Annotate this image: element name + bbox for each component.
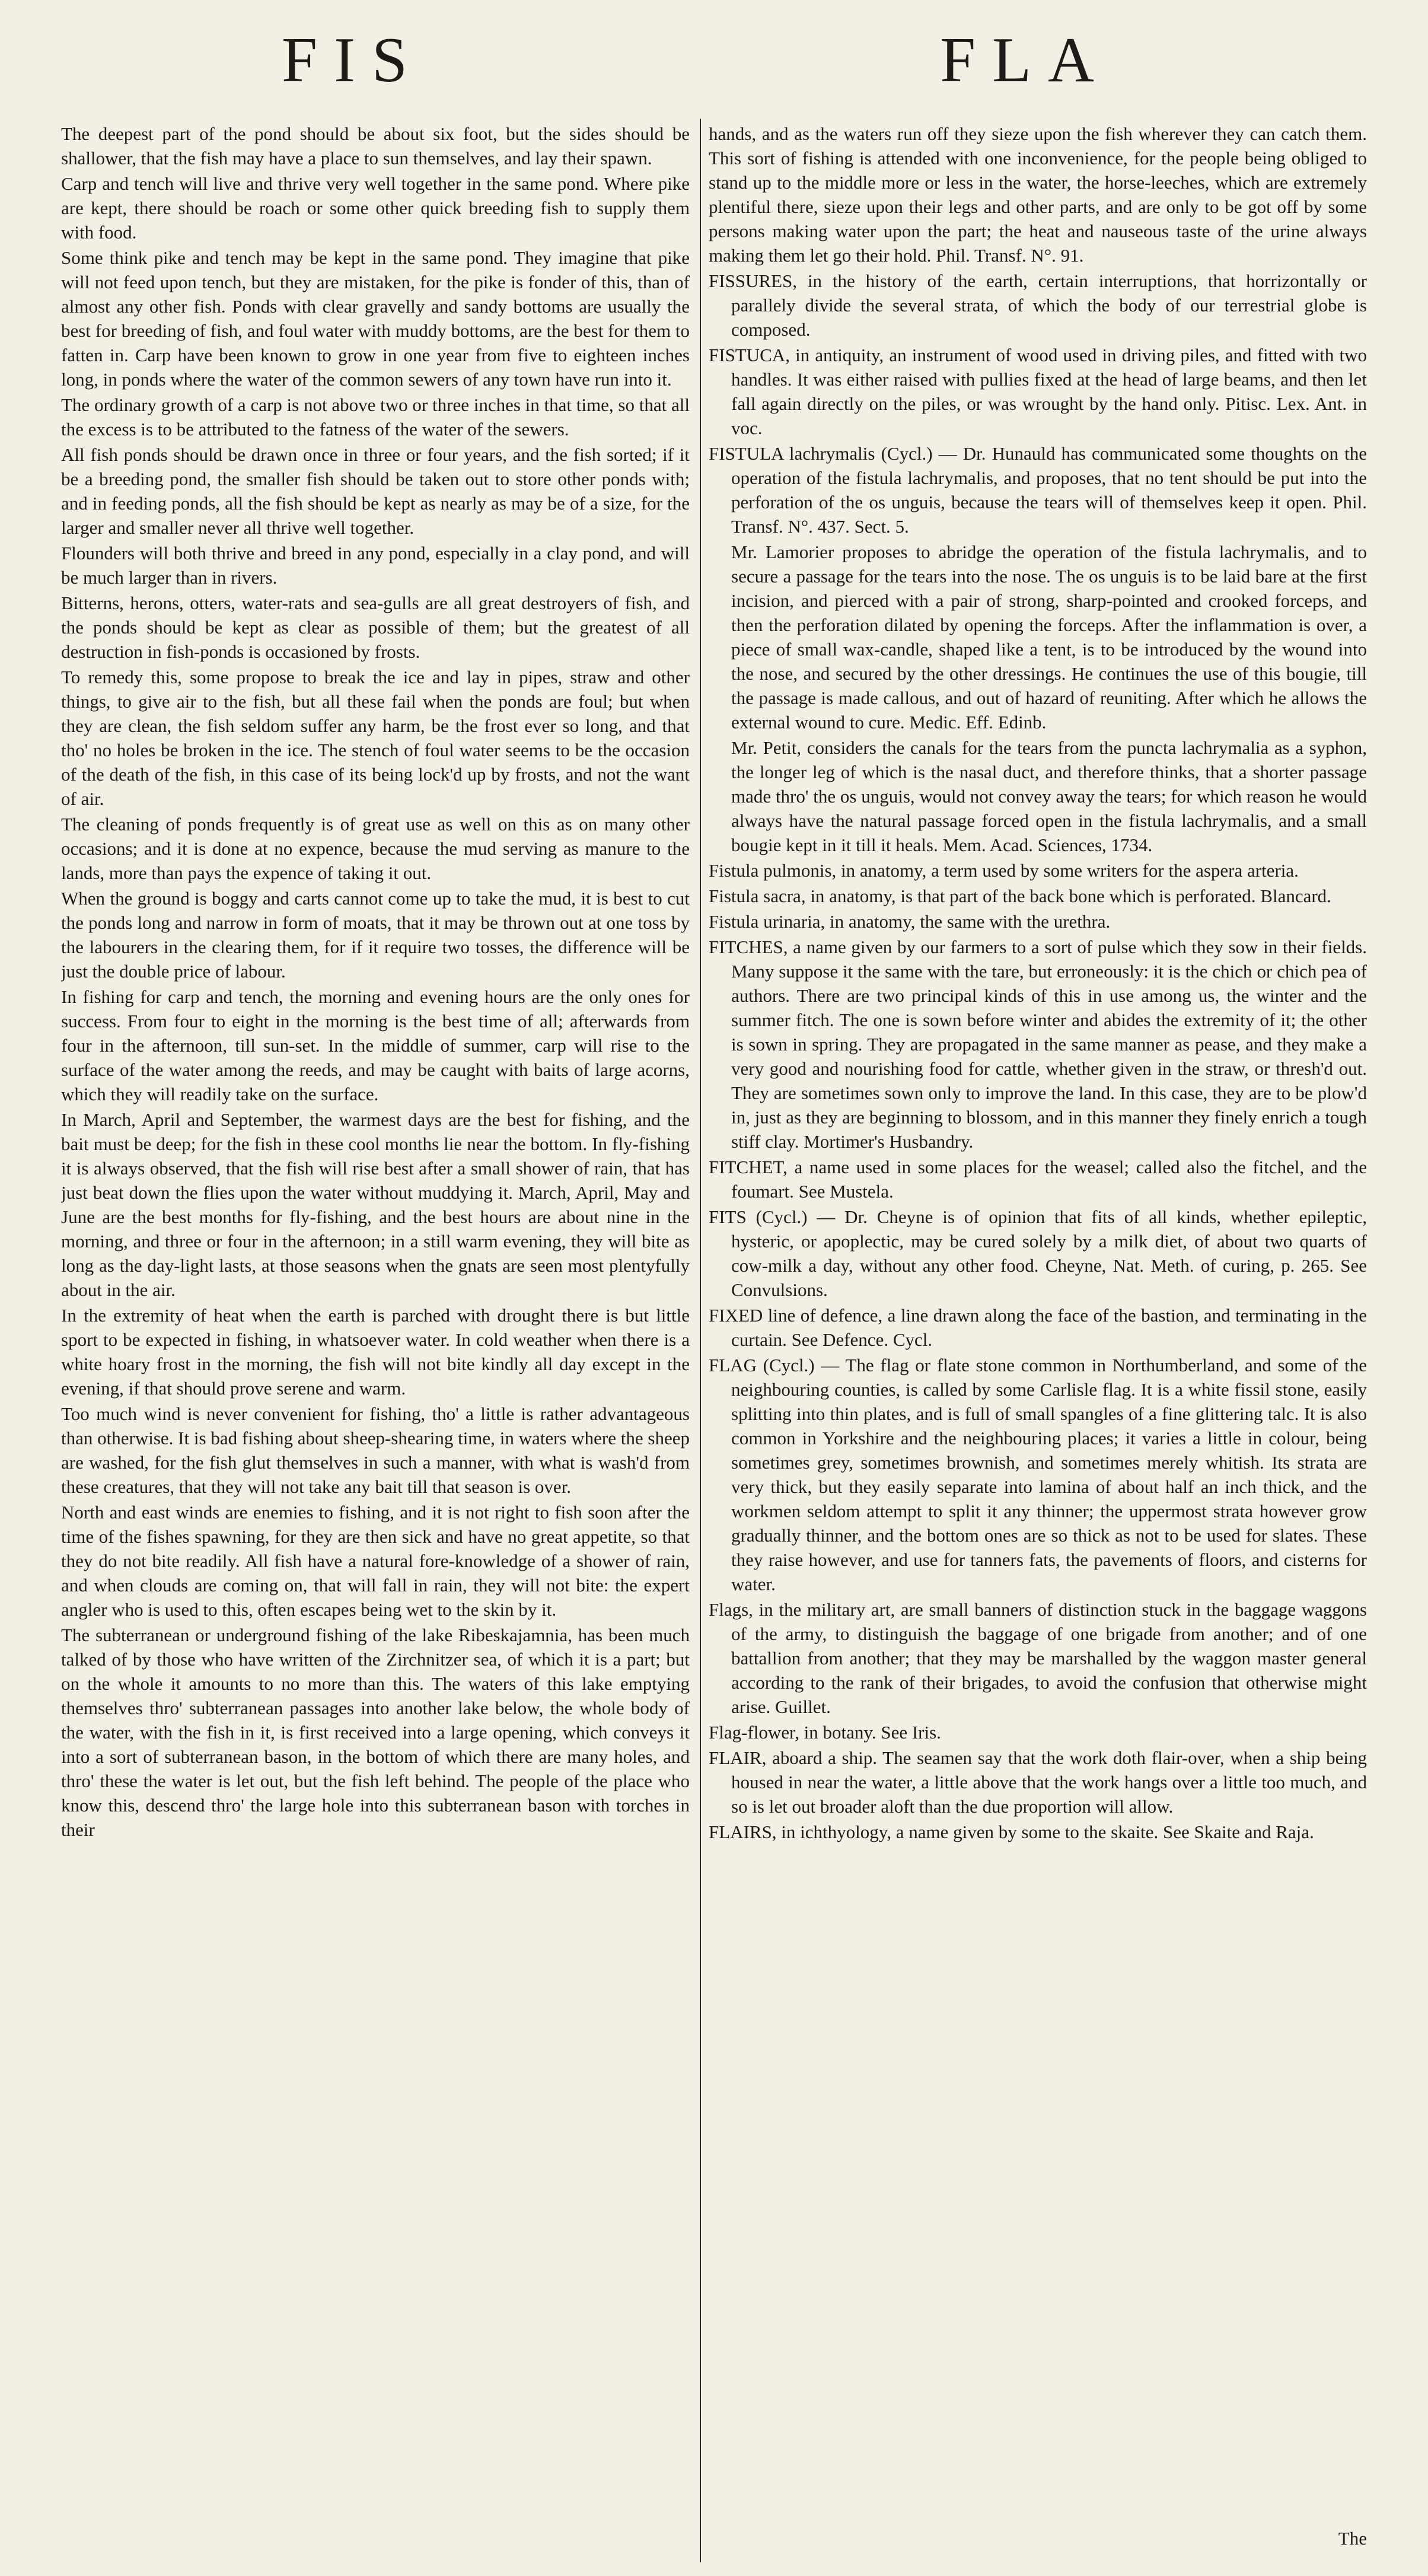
entry-fitches: FITCHES, a name given by our farmers to a sort of pulse which they sow in their fields. Many suppose it the same with the tare, but erroneously: it is the chich or chich pea of authors. There are two principal kinds of this in use among us, the winter and the summer fitch. The one is sown before winter and abides the extremity of it; the other is sown in spring. They are propagated in the same manner as pease, and they make a very good and nourishing food for cattle, whether given in the straw, or thresh'd out. They are sometimes sown only to improve the land. In this case, they are to be plow'd in, just as they are beginning to blossom, and in this manner they finely enrich a tough stiff clay. Mortimer's Husbandry.: [709, 937, 1367, 1152]
header-left: FIS: [282, 25, 425, 95]
paragraph: The deepest part of the pond should be about six foot, but the sides should be shallower, that the fish may have a place to sun themselves, and lay their spawn.: [61, 123, 690, 168]
paragraph: The subterranean or underground fishing of the lake Ribeskajamnia, has been much talked of by those who have written of the Zirchnitzer sea, of which it is a part; but on the whole it amounts to no more than this. The waters of this lake emptying themselves thro' subterranean passages into another lake below, the whole body of the water, with the fish in it, is first received into a large opening, which conveys it into a sort of subterranean bason, in the bottom of which there are many holes, and thro' these the water is let out, but the fish left behind. The people of the place who know this, descend thro' the large hole into this subterranean bason with torches in their: [61, 1625, 690, 1840]
entry-fits: FITS (Cycl.) — Dr. Cheyne is of opinion that fits of all kinds, whether epileptic, hysteric, or apoplectic, may be cured solely by a milk diet, of about two quarts of cow-milk a day, without any other food. Cheyne, Nat. Meth. of curing, p. 265. See Convulsions.: [709, 1206, 1367, 1300]
entry-fitchet: FITCHET, a name used in some places for the weasel; called also the fitchel, and the foumart. See Mustela.: [709, 1157, 1367, 1202]
paragraph: The cleaning of ponds frequently is of great use as well on this as on many other occasions; and it is done at no expence, because the mud serving as manure to the lands, more than pays the expence of taking it out.: [61, 814, 690, 883]
entry-fistuca: FISTUCA, in antiquity, an instrument of wood used in driving piles, and fitted with two handles. It was either raised with pullies fixed at the head of large beams, and then let fall again directly on the piles, or was wrought by the hand only. Pitisc. Lex. Ant. in voc.: [709, 345, 1367, 438]
entry-fistula-sacra: Fistula sacra, in anatomy, is that part of the back bone which is perforated. Blancard.: [709, 886, 1331, 906]
paragraph: Mr. Petit, considers the canals for the tears from the puncta lachrymalia as a syphon, the longer leg of which is the nasal duct, and therefore thinks, that a shorter passage made thro' the os unguis, would not convey away the tears; for which reason he would always have the natural passage forced open in the fistula lachrymalis, and a small bougie kept in it till it heals. Mem. Acad. Sciences, 1734.: [731, 737, 1367, 855]
entry-fistula-lachrymalis: FISTULA lachrymalis (Cycl.) — Dr. Hunauld has communicated some thoughts on the operation of the fistula lachrymalis, and proposes, that no tent should be put into the perforation of the os unguis, because the tears will of themselves keep it open. Phil. Transf. N°. 437. Sect. 5.: [709, 443, 1367, 537]
paragraph: Bitterns, herons, otters, water-rats and sea-gulls are all great destroyers of fish, and the ponds should be kept as clear as possible of them; but the greatest of all destruction in fish-ponds is occasioned by frosts.: [61, 593, 690, 662]
running-header: [0, 24, 1428, 101]
paragraph: The ordinary growth of a carp is not above two or three inches in that time, so that all the excess is to be attributed to the fatness of the water of the sewers.: [61, 394, 690, 440]
paragraph: When the ground is boggy and carts cannot come up to take the mud, it is best to cut the ponds long and narrow in form of moats, that it may be thrown out at one toss by the labourers in the clearing them, for if it require two tosses, the difference will be just the double price of labour.: [61, 888, 690, 982]
paragraph: In fishing for carp and tench, the morning and evening hours are the only ones for success. From four to eight in the morning is the best time of all; afterwards from four in the afternoon, till sun-set. In the middle of summer, carp will rise to the surface of the water among the reeds, and may be caught with baits of large acorns, which they will readily take on the surface.: [61, 986, 690, 1104]
paragraph: To remedy this, some propose to break the ice and lay in pipes, straw and other things, to give air to the fish, but all these fail when the ponds are foul; but when they are clean, the fish seldom suffer any harm, be the frost ever so long, and that tho' no holes be broken in the ice. The stench of foul water seems to be the occasion of the death of the fish, in this case of its being lock'd up by frosts, and not the want of air.: [61, 667, 690, 809]
entry-fixed: FIXED line of defence, a line drawn along the face of the bastion, and terminating in the curtain. See Defence. Cycl.: [709, 1305, 1367, 1350]
paragraph: In the extremity of heat when the earth is parched with drought there is but little sport to be expected in fishing, in whatsoever water. In cold weather when there is a white hoary frost in the morning, the fish will not bite kindly all day except in the evening, if that should prove serene and warm.: [61, 1305, 690, 1399]
left-column: [61, 122, 690, 2553]
catchword: The: [1338, 2528, 1367, 2549]
paragraph: Carp and tench will live and thrive very well together in the same pond. Where pike are kept, there should be roach or some other quick breeding fish to supply them with food.: [61, 173, 690, 243]
right-column: [709, 122, 1367, 2553]
entry-fistula-pulmonis: Fistula pulmonis, in anatomy, a term used by some writers for the aspera arteria.: [709, 860, 1299, 881]
entry-fissures: FISSURES, in the history of the earth, certain interruptions, that horrizontally or parallely divide the several strata, of which the body of our terrestrial globe is composed.: [709, 270, 1367, 340]
entry-fistula-urinaria: Fistula urinaria, in anatomy, the same with the urethra.: [709, 911, 1111, 932]
entry-flair: FLAIR, aboard a ship. The seamen say that the work doth flair-over, when a ship being housed in near the water, a little above that the work hangs over a little too much, and so is let out broader aloft than the due proportion will allow.: [709, 1747, 1367, 1817]
entry-flags: Flags, in the military art, are small banners of distinction stuck in the baggage waggons of the army, to distinguish the baggage of one brigade from another; and of one battallion from another; that they may be marshalled by the waggon master general according to the rank of their brigades, to avoid the confusion that otherwise might arise. Guillet.: [709, 1599, 1367, 1717]
paragraph: hands, and as the waters run off they sieze upon the fish wherever they can catch them. This sort of fishing is attended with one inconvenience, for the people being obliged to stand up to the middle more or less in the water, the horse-leeches, which are extremely plentiful there, sieze upon their legs and other parts, and are only to be got off by some persons making water upon the part; the heat and nauseous taste of the urine always making them let go their hold. Phil. Transf. N°. 91.: [709, 123, 1367, 266]
entry-flag: FLAG (Cycl.) — The flag or flate stone common in Northumberland, and some of the neighbouring counties, is called by some Carlisle flag. It is a white fissil stone, easily splitting into thin plates, and is full of small spangles of a fine glittering talc. It is also common in Yorkshire and the neighbouring places; it varies a little in colour, being sometimes grey, sometimes brownish, and sometimes merely whitish. Its strata are very thick, but they easily separate into lamina of about half an inch thick, and the workmen seldom attempt to split it any thinner; the uppermost strata however grow gradually thinner, and the bottom ones are so thick as not to be used for slates. These they raise however, and use for tanners fats, the pavements of floors, and cisterns for water.: [709, 1355, 1367, 1594]
header-right: FLA: [940, 25, 1111, 95]
paragraph: Mr. Lamorier proposes to abridge the operation of the fistula lachrymalis, and to secure a passage for the tears into the nose. The os unguis is to be laid bare at the first incision, and pierced with a pair of strong, sharp-pointed and crooked forceps, and then the perforation dilated by opening the forceps. After the inflammation is over, a piece of small wax-candle, shaped like a tent, is to be introduced by the wound into the nose, and secured by the other dressings. He continues the use of this bougie, till the passage is made callous, and out of hazard of reuniting. After which he allows the external wound to cure. Medic. Eff. Edinb.: [731, 542, 1367, 733]
column-divider: [700, 119, 701, 2562]
paragraph: All fish ponds should be drawn once in three or four years, and the fish sorted; if it be a breeding pond, the smaller fish should be taken out to store other ponds with; and in feeding ponds, all the fish should be kept as nearly as may be of a size, for the larger and smaller never all thrive well together.: [61, 444, 690, 538]
entry-flairs: FLAIRS, in ichthyology, a name given by some to the skaite. See Skaite and Raja.: [709, 1822, 1314, 1842]
paragraph: Some think pike and tench may be kept in the same pond. They imagine that pike will not feed upon tench, but they are mistaken, for the pike is fonder of this, than of almost any other fish. Ponds with clear gravelly and sandy bottoms are usually the best for breeding of fish, and foul water with muddy bottoms, are the best for them to fatten in. Carp have been known to grow in one year from five to eighteen inches long, in ponds where the water of the common sewers of any town have run into it.: [61, 247, 690, 390]
paragraph: Too much wind is never convenient for fishing, tho' a little is rather advantageous than otherwise. It is bad fishing about sheep-shearing time, in waters where the sheep are washed, for the fish glut themselves in such a manner, with what is wash'd from these creatures, that they will not take any bait till that season is over.: [61, 1403, 690, 1497]
entry-flag-flower: Flag-flower, in botany. See Iris.: [709, 1722, 941, 1743]
paragraph: North and east winds are enemies to fishing, and it is not right to fish soon after the time of the fishes spawning, for they are then sick and have no great appetite, so that they do not bite readily. All fish have a natural fore-knowledge of a shower of rain, and when clouds are coming on, that will fall in rain, they will not bite: the expert angler who is used to this, often escapes being wet to the skin by it.: [61, 1502, 690, 1620]
paragraph: Flounders will both thrive and breed in any pond, especially in a clay pond, and will be much larger than in rivers.: [61, 543, 690, 588]
paragraph: In March, April and September, the warmest days are the best for fishing, and the bait must be deep; for the fish in these cool months lie near the bottom. In fly-fishing it is always observed, that the fish will rise best after a small shower of rain, that has just beat down the flies upon the water without muddying it. March, April, May and June are the best months for fly-fishing, and the best hours are about nine in the morning, and three or four in the afternoon; in a still warm evening, they will bite as long as the day-light lasts, at those seasons when the gnats are seen most plentyfully about in the air.: [61, 1109, 690, 1300]
